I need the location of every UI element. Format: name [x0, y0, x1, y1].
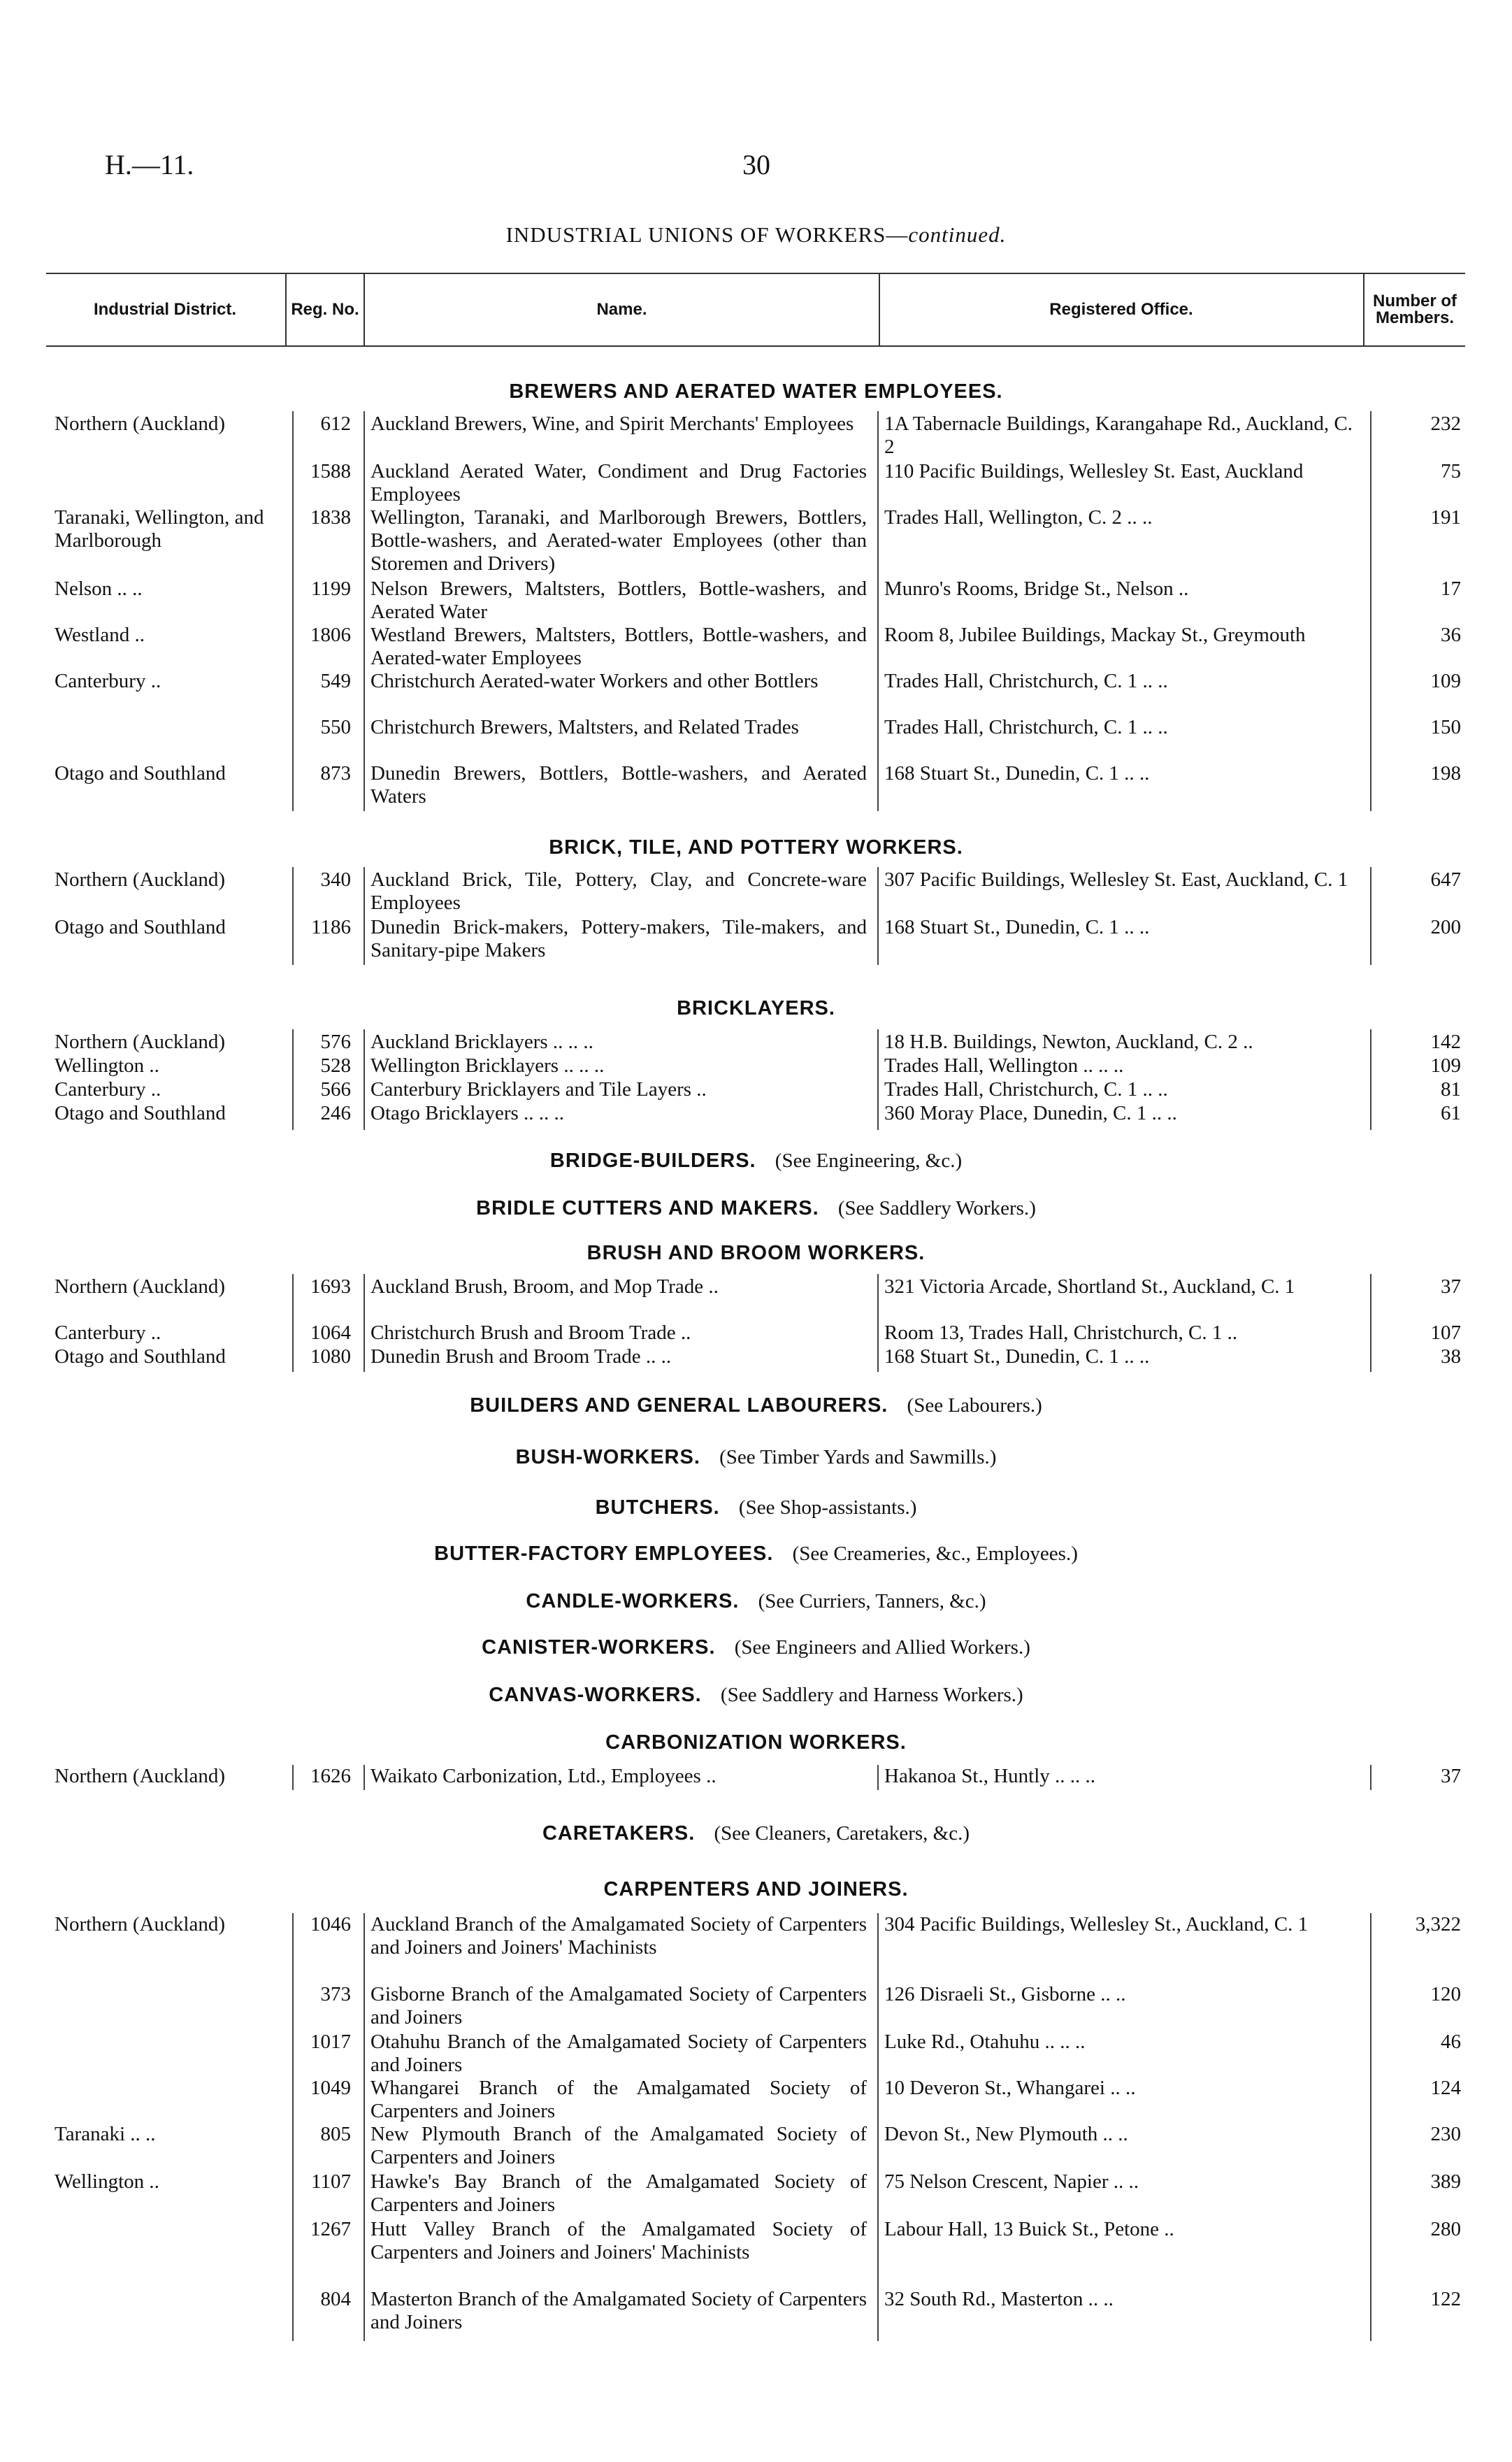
members: 389: [1430, 2170, 1461, 2193]
col-rule: [877, 1029, 879, 1130]
col-header-office: Registered Office.: [1049, 300, 1193, 319]
reg-no: 1693: [310, 1275, 351, 1298]
members: 37: [1441, 1275, 1461, 1298]
registered-office: Trades Hall, Wellington .. .. ..: [884, 1054, 1124, 1077]
union-name: Dunedin Brewers, Bottlers, Bottle-washers, and Aerated Waters: [370, 762, 867, 808]
reg-no: 550: [320, 716, 351, 738]
registered-office: Munro's Rooms, Bridge St., Nelson ..: [884, 578, 1189, 600]
union-name: Auckland Bricklayers .. .. ..: [370, 1031, 593, 1053]
registered-office: 168 Stuart St., Dunedin, C. 1 .. ..: [884, 762, 1150, 785]
section-label: CANVAS-WORKERS.: [489, 1684, 702, 1706]
reg-no: 549: [320, 670, 351, 692]
union-name: Auckland Aerated Water, Condiment and Drug Factories Employees: [370, 460, 867, 506]
section-title-canvas: [0, 1684, 1512, 1707]
district: Canterbury ..: [55, 1322, 161, 1344]
district: Otago and Southland: [55, 916, 226, 938]
registered-office: Trades Hall, Wellington, C. 2 .. ..: [884, 506, 1153, 529]
members: 61: [1441, 1102, 1461, 1124]
col-rule: [363, 1029, 365, 1130]
members: 3,322: [1415, 1913, 1461, 1935]
registered-office: Devon St., New Plymouth .. ..: [884, 2123, 1128, 2145]
reg-no: 528: [320, 1054, 351, 1077]
section-title-canister: [0, 1636, 1512, 1659]
members: 232: [1430, 413, 1461, 435]
col-rule: [877, 1274, 879, 1372]
members: 38: [1441, 1345, 1461, 1368]
see-reference: (See Labourers.): [907, 1394, 1042, 1417]
registered-office: 360 Moray Place, Dunedin, C. 1 .. ..: [884, 1102, 1177, 1124]
union-name: Dunedin Brick-makers, Pottery-makers, Tile-makers, and Sanitary-pipe Makers: [370, 916, 867, 961]
members: 191: [1430, 506, 1461, 529]
union-name: Christchurch Brush and Broom Trade ..: [370, 1322, 691, 1344]
union-name: Wellington Bricklayers .. .. ..: [370, 1054, 605, 1077]
section-title-caretakers: [0, 1822, 1512, 1845]
reg-no: 873: [320, 762, 351, 785]
registered-office: Room 13, Trades Hall, Christchurch, C. 1 ..: [884, 1322, 1238, 1344]
page-code: H.—11.: [105, 149, 194, 180]
members: 142: [1430, 1031, 1461, 1053]
section-label: CANDLE-WORKERS.: [526, 1590, 740, 1612]
reg-no: 1626: [310, 1765, 351, 1787]
col-rule: [363, 1765, 365, 1790]
header-bottom-rule: [46, 345, 1465, 347]
union-name: Christchurch Aerated-water Workers and other Bottlers: [370, 670, 819, 692]
members: 46: [1441, 2031, 1461, 2053]
district: Canterbury ..: [55, 1078, 161, 1101]
reg-no: 1046: [310, 1913, 351, 1935]
reg-no: 373: [320, 1983, 351, 2005]
registered-office: Trades Hall, Christchurch, C. 1 .. ..: [884, 670, 1168, 692]
members: 122: [1430, 2288, 1461, 2310]
col-rule: [877, 411, 879, 811]
section-label: CARETAKERS.: [542, 1822, 696, 1845]
members: 17: [1441, 578, 1461, 600]
reg-no: 804: [320, 2288, 351, 2310]
union-name: Masterton Branch of the Amalgamated Society of Carpenters and Joiners: [370, 2288, 867, 2333]
col-rule: [877, 1765, 879, 1790]
district: Canterbury ..: [55, 670, 161, 692]
registered-office: Labour Hall, 13 Buick St., Petone ..: [884, 2218, 1174, 2240]
members: 150: [1430, 716, 1461, 738]
members: 75: [1441, 460, 1461, 482]
see-reference: (See Engineers and Allied Workers.): [734, 1636, 1030, 1659]
district: Northern (Auckland): [55, 1765, 225, 1787]
section-title-brush: BRUSH AND BROOM WORKERS.: [586, 1242, 926, 1264]
section-label: CANISTER-WORKERS.: [482, 1636, 716, 1659]
col-rule: [877, 867, 879, 965]
reg-no: 1838: [310, 506, 351, 529]
district: Wellington ..: [55, 1054, 159, 1077]
district: Taranaki, Wellington, and Marlborough: [55, 506, 264, 552]
district: Taranaki .. ..: [55, 2123, 156, 2145]
union-name: Otago Bricklayers .. .. ..: [370, 1102, 565, 1124]
reg-no: 1107: [311, 2170, 351, 2193]
registered-office: 168 Stuart St., Dunedin, C. 1 .. ..: [884, 916, 1150, 938]
registered-office: Room 8, Jubilee Buildings, Mackay St., Greymouth: [884, 624, 1306, 646]
registered-office: 75 Nelson Crescent, Napier .. ..: [884, 2170, 1139, 2193]
section-title-candle: [0, 1590, 1512, 1613]
section-title-butchers: [0, 1496, 1512, 1519]
reg-no: 805: [320, 2123, 351, 2145]
members: 109: [1430, 1054, 1461, 1077]
section-title-bush: [0, 1446, 1512, 1469]
section-title-brewers: BREWERS AND AERATED WATER EMPLOYEES.: [509, 380, 1003, 403]
section-title-brick: BRICK, TILE, AND POTTERY WORKERS.: [549, 836, 963, 859]
reg-no: 1064: [310, 1322, 351, 1344]
members: 124: [1430, 2077, 1461, 2099]
see-reference: (See Engineering, &c.): [775, 1150, 963, 1172]
col-rule: [877, 1913, 879, 2341]
union-name: Hutt Valley Branch of the Amalgamated Society of Carpenters and Joiners and Joiners' Machinists: [370, 2218, 867, 2263]
district: Otago and Southland: [55, 1345, 226, 1368]
members: 107: [1430, 1322, 1461, 1344]
registered-office: 10 Deveron St., Whangarei .. ..: [884, 2077, 1136, 2099]
members: 198: [1430, 762, 1461, 785]
section-title-bridle: [0, 1197, 1512, 1220]
registered-office: 110 Pacific Buildings, Wellesley St. East, Auckland: [884, 460, 1304, 482]
registered-office: 1A Tabernacle Buildings, Karangahape Rd., Auckland, C. 2: [884, 413, 1353, 458]
col-header-district: Industrial District.: [93, 300, 237, 319]
registered-office: 307 Pacific Buildings, Wellesley St. East, Auckland, C. 1: [884, 868, 1348, 891]
col-rule: [363, 1274, 365, 1372]
reg-no: 1588: [310, 460, 351, 482]
see-reference: (See Timber Yards and Sawmills.): [719, 1446, 997, 1468]
union-name: Dunedin Brush and Broom Trade .. ..: [370, 1345, 672, 1368]
union-name: Hawke's Bay Branch of the Amalgamated Society of Carpenters and Joiners: [370, 2170, 867, 2216]
section-label: BUILDERS AND GENERAL LABOURERS.: [470, 1394, 888, 1417]
reg-no: 612: [320, 413, 351, 435]
section-label: BRIDGE-BUILDERS.: [549, 1150, 756, 1172]
col-rule: [363, 411, 365, 811]
registered-office: Trades Hall, Christchurch, C. 1 .. ..: [884, 1078, 1168, 1101]
col-header-reg: Reg. No.: [291, 300, 359, 319]
section-title-bricklayers: BRICKLAYERS.: [677, 997, 835, 1019]
members: 647: [1430, 868, 1461, 891]
reg-no: 566: [320, 1078, 351, 1101]
section-label: BUTCHERS.: [595, 1496, 720, 1519]
union-name: Auckland Brush, Broom, and Mop Trade ..: [370, 1275, 719, 1298]
registered-office: Hakanoa St., Huntly .. .. ..: [884, 1765, 1096, 1787]
col-header-name: Name.: [596, 300, 647, 319]
union-name: Canterbury Bricklayers and Tile Layers ..: [370, 1078, 707, 1101]
registered-office: Luke Rd., Otahuhu .. .. ..: [884, 2031, 1086, 2053]
union-name: Otahuhu Branch of the Amalgamated Society of Carpenters and Joiners: [370, 2031, 867, 2076]
district: Wellington ..: [55, 2170, 159, 2193]
union-name: Wellington, Taranaki, and Marlborough Brewers, Bottlers, Bottle-washers, and Aerated-water Employees (other than Storemen and Drivers): [370, 506, 867, 575]
section-title-bridge-builders: [0, 1150, 1512, 1173]
members: 230: [1430, 2123, 1461, 2145]
union-name: Christchurch Brewers, Maltsters, and Related Trades: [370, 716, 799, 738]
document-title: [0, 222, 1512, 248]
see-reference: (See Curriers, Tanners, &c.): [758, 1590, 986, 1612]
members: 280: [1430, 2218, 1461, 2240]
section-label: BUSH-WORKERS.: [515, 1446, 700, 1468]
reg-no: 246: [320, 1102, 351, 1124]
section-title-carpenters: CARPENTERS AND JOINERS.: [603, 1878, 909, 1901]
page-number: 30: [742, 149, 770, 180]
registered-office: 126 Disraeli St., Gisborne .. ..: [884, 1983, 1126, 2005]
see-reference: (See Creameries, &c., Employees.): [792, 1543, 1078, 1565]
reg-no: 1049: [310, 2077, 351, 2099]
union-name: Westland Brewers, Maltsters, Bottlers, Bottle-washers, and Aerated-water Employees: [370, 624, 867, 669]
district: Northern (Auckland): [55, 868, 225, 891]
reg-no: 1017: [310, 2031, 351, 2053]
district: Otago and Southland: [55, 1102, 226, 1124]
district: Westland ..: [55, 624, 145, 646]
registered-office: Trades Hall, Christchurch, C. 1 .. ..: [884, 716, 1168, 738]
members: 37: [1441, 1765, 1461, 1787]
reg-no: 1199: [311, 578, 351, 600]
see-reference: (See Saddlery Workers.): [837, 1197, 1036, 1219]
district: Northern (Auckland): [55, 1275, 225, 1298]
registered-office: 32 South Rd., Masterton .. ..: [884, 2288, 1114, 2310]
see-reference: (See Shop-assistants.): [738, 1496, 917, 1519]
registered-office: 321 Victoria Arcade, Shortland St., Auckland, C. 1: [884, 1275, 1295, 1298]
section-title-carbonization: CARBONIZATION WORKERS.: [605, 1731, 907, 1754]
district: Northern (Auckland): [55, 1031, 225, 1053]
reg-no: 1186: [311, 916, 351, 938]
district: Nelson .. ..: [55, 578, 143, 600]
see-reference: (See Saddlery and Harness Workers.): [720, 1684, 1023, 1706]
col-rule: [363, 867, 365, 965]
union-name: New Plymouth Branch of the Amalgamated Society of Carpenters and Joiners: [370, 2123, 867, 2168]
members: 36: [1441, 624, 1461, 646]
members: 200: [1430, 916, 1461, 938]
section-title-butter: [0, 1543, 1512, 1566]
registered-office: 304 Pacific Buildings, Wellesley St., Auckland, C. 1: [884, 1913, 1309, 1935]
union-name: Waikato Carbonization, Ltd., Employees ..: [370, 1765, 717, 1787]
reg-no: 1806: [310, 624, 351, 646]
section-label: BRIDLE CUTTERS AND MAKERS.: [476, 1197, 819, 1219]
section-label: BUTTER-FACTORY EMPLOYEES.: [434, 1543, 774, 1565]
district: Northern (Auckland): [55, 413, 225, 435]
union-name: Auckland Branch of the Amalgamated Society of Carpenters and Joiners and Joiners' Machinists: [370, 1913, 867, 1959]
members: 81: [1441, 1078, 1461, 1101]
district: Northern (Auckland): [55, 1913, 225, 1935]
members: 120: [1430, 1983, 1461, 2005]
union-name: Auckland Brewers, Wine, and Spirit Merchants' Employees: [370, 413, 854, 435]
col-rule: [363, 1913, 365, 2341]
reg-no: 340: [320, 868, 351, 891]
union-name: Gisborne Branch of the Amalgamated Society of Carpenters and Joiners: [370, 1983, 867, 2028]
title-continued: continued.: [908, 222, 1007, 247]
col-header-members: Number of Members.: [1373, 292, 1457, 327]
reg-no: 1080: [310, 1345, 351, 1368]
registered-office: 168 Stuart St., Dunedin, C. 1 .. ..: [884, 1345, 1150, 1368]
registered-office: 18 H.B. Buildings, Newton, Auckland, C. 2 ..: [884, 1031, 1253, 1053]
members: 109: [1430, 670, 1461, 692]
union-name: Whangarei Branch of the Amalgamated Society of Carpenters and Joiners: [370, 2077, 867, 2122]
see-reference: (See Cleaners, Caretakers, &c.): [714, 1822, 970, 1845]
reg-no: 1267: [310, 2218, 351, 2240]
union-name: Nelson Brewers, Maltsters, Bottlers, Bottle-washers, and Aerated Water: [370, 578, 867, 623]
union-name: Auckland Brick, Tile, Pottery, Clay, and Concrete-ware Employees: [370, 868, 867, 914]
section-title-builders: [0, 1394, 1512, 1417]
title-main: INDUSTRIAL UNIONS OF WORKERS—: [505, 222, 909, 247]
reg-no: 576: [320, 1031, 351, 1053]
district: Otago and Southland: [55, 762, 226, 785]
